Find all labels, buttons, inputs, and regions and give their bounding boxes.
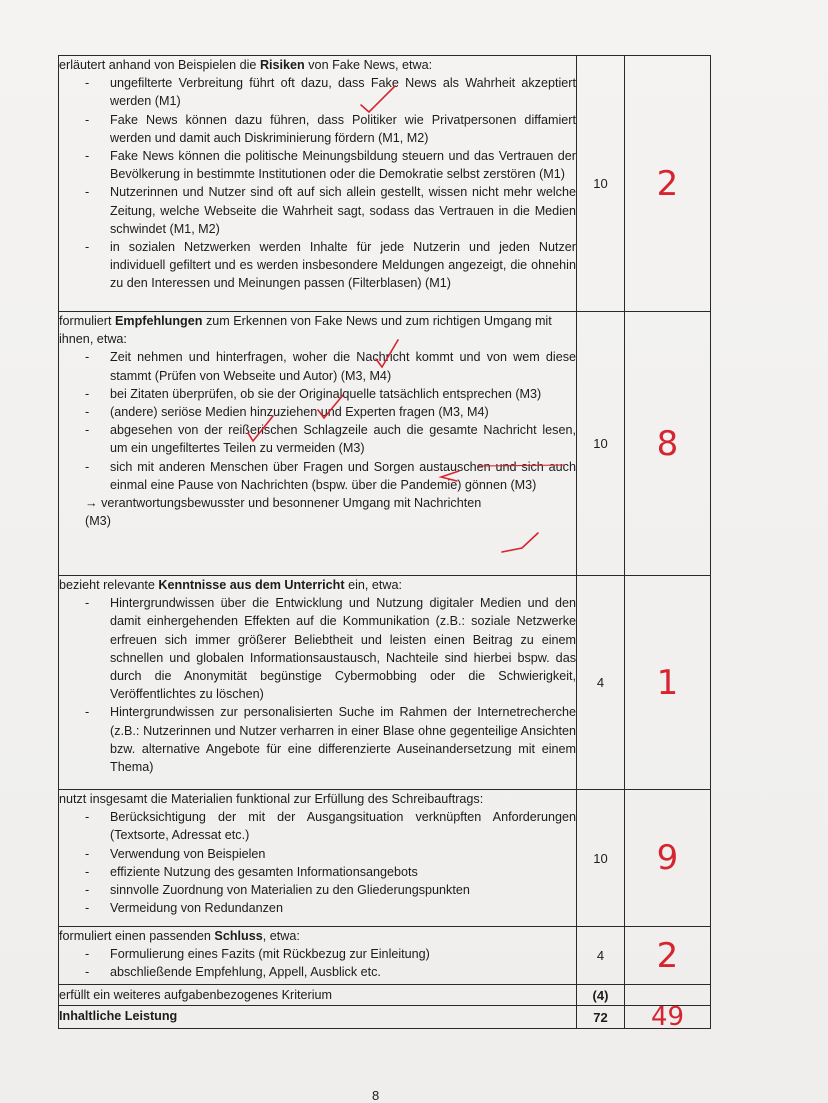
max-points: 10 [577,312,625,576]
list-item: - (andere) seriöse Medien hinzuziehen und Experten fragen (M3, M4) [85,403,576,421]
list-item: - in sozialen Netzwerken werden Inhalte für jede Nutzerin und jeden Nutzer individuell gefiltert und es werden insbesondere Meldungen angezeigt, die ohnehin zu den Interessen und Meinungen passen (Filterblasen) (M1) [85,238,576,293]
criterion-row [59,312,711,576]
handwritten-score: 8 [625,312,711,576]
total-score: 49 [625,1006,711,1029]
list-item: - effiziente Nutzung des gesamten Informationsangebots [85,863,576,881]
list-item: - Vermeidung von Redundanzen [85,899,576,917]
max-points: 4 [577,927,625,985]
criterion-text [59,576,577,790]
criterion-row [59,790,711,927]
max-points: 10 [577,790,625,927]
list-item: - bei Zitaten überprüfen, ob sie der Originalquelle tatsächlich entsprechen (M3) [85,385,576,403]
handwritten-score: 2 [625,927,711,985]
criterion-item-list [59,945,576,981]
list-item: - Fake News können die politische Meinungsbildung steuern und das Vertrauen der Bevölkerung in bestimmte Institutionen oder die Demokratie selbst zerstören (M1) [85,147,576,183]
criterion-row [59,576,711,790]
extra-max-points: (4) [577,985,625,1006]
list-item: - ungefilterte Verbreitung führt oft dazu, dass Fake News als Wahrheit akzeptiert werden (M1) [85,74,576,110]
list-item: - Berücksichtigung der mit der Ausgangsituation verknüpften Anforderungen (Textsorte, Adressat etc.) [85,808,576,844]
list-item: - abschließende Empfehlung, Appell, Ausblick etc. [85,963,576,981]
handwritten-score: 2 [625,56,711,312]
max-points: 10 [577,56,625,312]
list-item: - Nutzerinnen und Nutzer sind oft auf sich allein gestellt, wissen nicht mehr welche Zeitung, welche Webseite die Wahrheit sagt, sodass das Vertrauen in die Medien schwindet (M1, M2) [85,183,576,238]
criterion-text [59,56,577,312]
list-item: - Zeit nehmen und hinterfragen, woher die Nachricht kommt und von wem diese stammt (Prüfen von Webseite und Autor) (M3, M4) [85,348,576,384]
criterion-text [59,312,577,576]
list-item: - Fake News können dazu führen, dass Politiker wie Privatpersonen diffamiert werden und damit auch Diskriminierung fördern (M1, M2) [85,111,576,147]
criterion-text [59,927,577,985]
criterion-lead: bezieht relevante Kenntnisse aus dem Unterricht ein, etwa: [59,578,402,592]
list-item: - Hintergrundwissen über die Entwicklung und Nutzung digitaler Medien und den damit einhergehenden Effekten auf die Kommunikation (z.B.: soziale Netzwerke erfreuen sich immer größerer Beliebtheit und leisten einen Beitrag zu einem schnellen und globalen Informationsaustausch, Nachteile sind hierbei bspw. das durch die Anonymität begünstige Cybermobbing oder die Schwierigkeit, Veröffentlichtes zu löschen) [85,594,576,703]
criterion-lead: erläutert anhand von Beispielen die Risiken von Fake News, etwa: [59,58,433,72]
criterion-text [59,790,577,927]
max-points: 4 [577,576,625,790]
criterion-row [59,56,711,312]
criterion-item-list [59,348,576,494]
criterion-lead: nutzt insgesamt die Materialien funktional zur Erfüllung des Schreibauftrags: [59,792,484,806]
criterion-item-list [59,808,576,917]
conclusion-line: → verantwortungsbewusster und besonnener Umgang mit Nachrichten [85,496,482,511]
list-item: - Verwendung von Beispielen [85,845,576,863]
extra-criterion-label: erfüllt ein weiteres aufgabenbezogenes Kriterium [59,985,577,1006]
list-item: - Formulierung eines Fazits (mit Rückbezug zur Einleitung) [85,945,576,963]
total-label: Inhaltliche Leistung [59,1006,577,1029]
total-row [59,1006,711,1029]
list-item: - sinnvolle Zuordnung von Materialien zu den Gliederungspunkten [85,881,576,899]
handwritten-score: 1 [625,576,711,790]
list-item: - abgesehen von der reißerischen Schlagzeile auch die gesamte Nachricht lesen, um ein ungefiltertes Teilen zu vermeiden (M3) [85,421,576,457]
page-number: 8 [372,1088,380,1103]
criterion-item-list [59,594,576,776]
criterion-lead: formuliert einen passenden Schluss, etwa: [59,929,300,943]
total-max-points: 72 [577,1006,625,1029]
criterion-item-list [59,74,576,292]
conclusion-ref: (M3) [85,514,111,529]
grading-table [58,55,711,1033]
list-item: - sich mit anderen Menschen über Fragen und Sorgen austauschen und sich auch einmal eine Pause von Nachrichten (bspw. über die Pandemie) gönnen (M3) [85,458,576,494]
extra-criterion-row [59,985,711,1006]
handwritten-score: 9 [625,790,711,927]
list-item: - Hintergrundwissen zur personalisierten Suche im Rahmen der Internetrecherche (z.B.: Nutzerinnen und Nutzer verharren in einer Blase ohne gegenteilige Ansichten bzw. alternative Angebote für eine differenzierte Auseinandersetzung mit einem Thema) [85,703,576,776]
criterion-row [59,927,711,985]
criterion-lead: formuliert Empfehlungen zum Erkennen von Fake News und zum richtigen Umgang mit ihnen, etwa: [59,314,552,347]
